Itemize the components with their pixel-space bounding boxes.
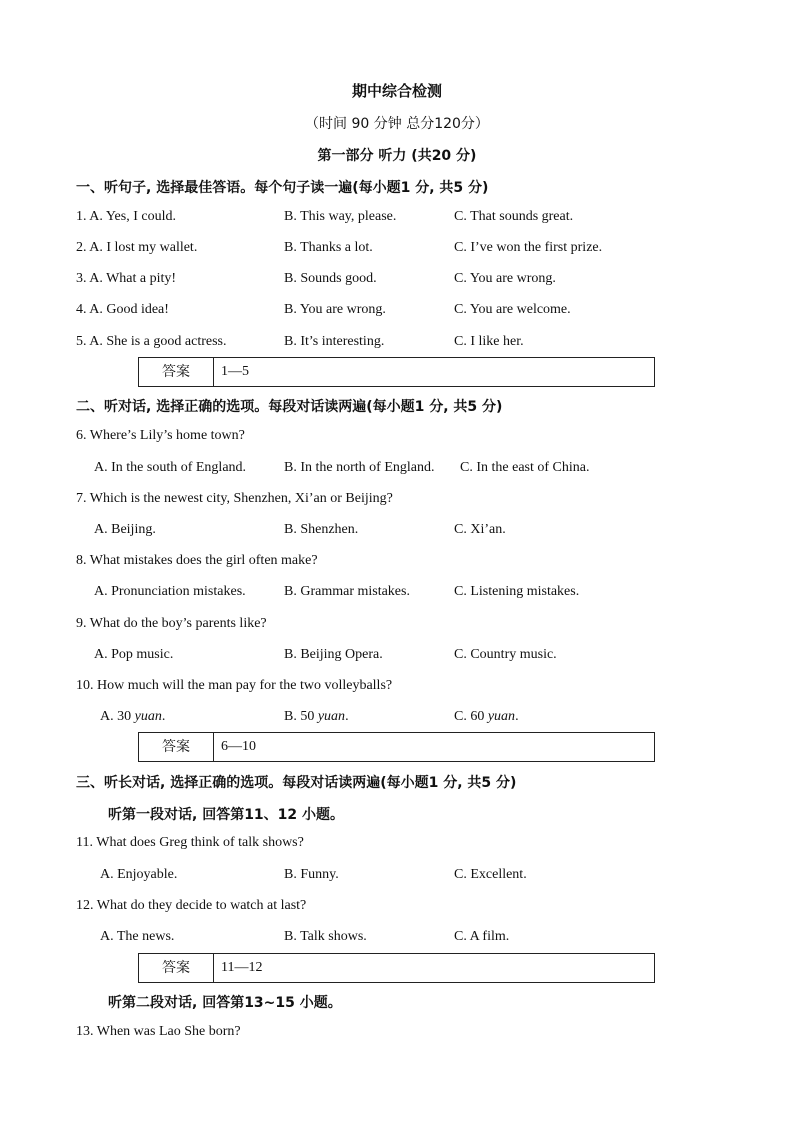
answer-range: 1—5 <box>221 364 249 379</box>
question-6: 6. Where’s Lily’s home town? <box>76 428 245 443</box>
option-b: B. Funny. <box>284 867 339 882</box>
answer-box-11-12[interactable] <box>138 953 655 983</box>
options-10 <box>0 709 794 731</box>
option-b: B. Thanks a lot. <box>284 240 373 255</box>
options-11 <box>0 867 794 889</box>
option-a: 1. A. Yes, I could. <box>76 209 176 224</box>
answer-range: 11—12 <box>221 960 263 975</box>
question-9: 9. What do the boy’s parents like? <box>76 616 267 631</box>
option-a: 2. A. I lost my wallet. <box>76 240 198 255</box>
currency-unit: yuan <box>487 709 516 724</box>
option-c: C. I like her. <box>454 334 524 349</box>
currency-unit: yuan <box>134 709 162 724</box>
option-a: A. Pop music. <box>94 647 174 662</box>
part-one-heading: 第一部分 听力 (共20 分) <box>317 148 477 164</box>
option-c: C. 60 yuan. <box>454 709 519 724</box>
option-b: B. You are wrong. <box>284 302 386 317</box>
answer-range: 6—10 <box>221 739 256 754</box>
options-8 <box>0 584 794 606</box>
option-b: B. Grammar mistakes. <box>284 584 410 599</box>
option-b: B. Beijing Opera. <box>284 647 383 662</box>
option-a: A. Pronunciation mistakes. <box>94 584 246 599</box>
page-title: 期中综合检测 <box>351 82 442 100</box>
section-one-heading: 一、听句子, 选择最佳答语。每个句子读一遍(每小题1 分, 共5 分) <box>76 180 489 196</box>
question-7: 7. Which is the newest city, Shenzhen, Xi’an or Beijing? <box>76 491 393 506</box>
option-b: B. It’s interesting. <box>284 334 385 349</box>
question-11: 11. What does Greg think of talk shows? <box>76 835 304 850</box>
option-c: C. You are wrong. <box>454 271 556 286</box>
option-b: B. This way, please. <box>284 209 397 224</box>
question-12: 12. What do they decide to watch at last? <box>76 898 307 913</box>
option-c: C. Listening mistakes. <box>454 584 580 599</box>
option-b: B. Sounds good. <box>284 271 377 286</box>
option-a: 3. A. What a pity! <box>76 271 177 286</box>
section-two-heading: 二、听对话, 选择正确的选项。每段对话读两遍(每小题1 分, 共5 分) <box>76 399 503 415</box>
option-c: C. I’ve won the first prize. <box>454 240 603 255</box>
options-9 <box>0 647 794 669</box>
option-b: B. Shenzhen. <box>284 522 359 537</box>
options-12 <box>0 929 794 951</box>
option-b: B. In the north of England. <box>284 460 435 475</box>
options-7 <box>0 522 794 544</box>
option-c: C. Xi’an. <box>454 522 506 537</box>
question-8: 8. What mistakes does the girl often make? <box>76 553 318 568</box>
answer-label: 答案 <box>139 954 214 982</box>
option-a: A. 30 yuan. <box>100 709 166 724</box>
question-row-5 <box>0 334 794 356</box>
option-c: C. In the east of China. <box>460 460 590 475</box>
answer-box-1-5[interactable] <box>138 357 655 387</box>
option-b: B. 50 yuan. <box>284 709 349 724</box>
options-6 <box>0 460 794 482</box>
question-row-2 <box>0 240 794 262</box>
answer-label: 答案 <box>139 733 214 761</box>
dialogue-one-instruction: 听第一段对话, 回答第11、12 小题。 <box>108 807 345 823</box>
answer-box-6-10[interactable] <box>138 732 655 762</box>
answer-label: 答案 <box>139 358 214 386</box>
option-c: C. Country music. <box>454 647 557 662</box>
option-a: 5. A. She is a good actress. <box>76 334 227 349</box>
option-c: C. A film. <box>454 929 510 944</box>
option-a: A. The news. <box>100 929 175 944</box>
option-a: 4. A. Good idea! <box>76 302 169 317</box>
option-b: B. Talk shows. <box>284 929 367 944</box>
question-13: 13. When was Lao She born? <box>76 1024 241 1039</box>
dialogue-two-instruction: 听第二段对话, 回答第13~15 小题。 <box>108 995 342 1011</box>
option-c: C. Excellent. <box>454 867 527 882</box>
option-c: C. That sounds great. <box>454 209 574 224</box>
section-three-heading: 三、听长对话, 选择正确的选项。每段对话读两遍(每小题1 分, 共5 分) <box>76 775 517 791</box>
exam-duration-and-score: （时间 90 分钟 总分120分） <box>305 116 489 132</box>
question-row-4 <box>0 302 794 324</box>
option-c: C. You are welcome. <box>454 302 571 317</box>
option-a: A. Enjoyable. <box>100 867 178 882</box>
option-a: A. In the south of England. <box>94 460 247 475</box>
option-a: A. Beijing. <box>94 522 156 537</box>
question-10: 10. How much will the man pay for the two volleyballs? <box>76 678 393 693</box>
currency-unit: yuan <box>317 709 346 724</box>
question-row-1 <box>0 209 794 231</box>
question-row-3 <box>0 271 794 293</box>
